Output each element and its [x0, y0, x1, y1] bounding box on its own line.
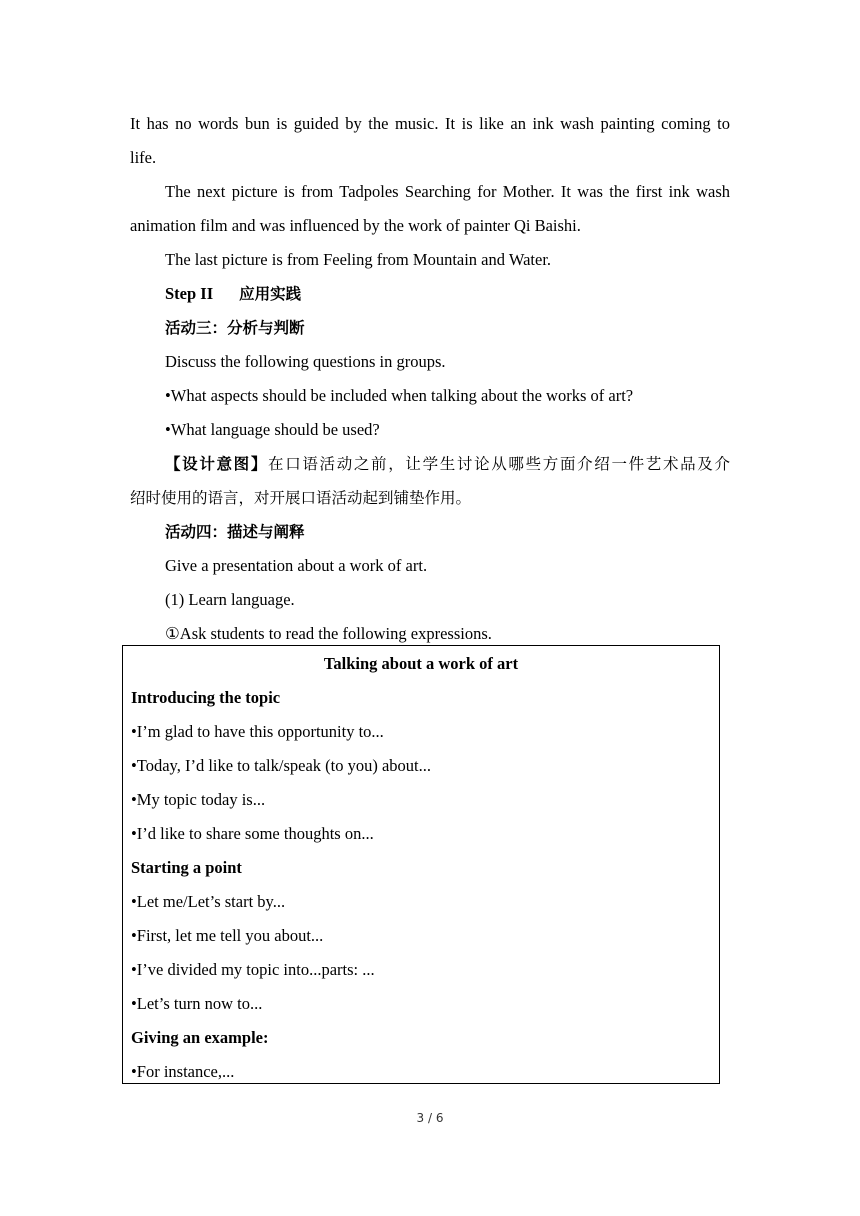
list-item: •Today, I’d like to talk/speak (to you) about... — [131, 756, 432, 775]
activity-3-question-1: •What aspects should be included when talking about the works of art? — [165, 386, 634, 405]
paragraph-1-line-2: life. — [130, 148, 157, 167]
list-item: •I’d like to share some thoughts on... — [131, 824, 374, 843]
activity-4-heading: 活动四：描述与阐释 — [165, 523, 305, 541]
section-heading-starting: Starting a point — [131, 858, 242, 877]
activity-4-instruction: Give a presentation about a work of art. — [165, 556, 428, 575]
list-item: •First, let me tell you about... — [131, 926, 324, 945]
activity-4-sub-step: (1) Learn language. — [165, 590, 295, 609]
list-item: •I’m glad to have this opportunity to... — [131, 722, 384, 741]
activity-3-instruction: Discuss the following questions in groups. — [165, 352, 446, 371]
list-item: •I’ve divided my topic into...parts: ... — [131, 960, 375, 979]
section-heading-introducing: Introducing the topic — [131, 688, 281, 707]
activity-4-task: ①Ask students to read the following expressions. — [165, 624, 492, 643]
list-item: •My topic today is... — [131, 790, 266, 809]
design-intent-text-1: 在口语活动之前，让学生讨论从哪些方面介绍一件艺术品及介 — [268, 455, 730, 473]
expressions-table — [122, 645, 720, 1084]
paragraph-2-line-1: The next picture is from Tadpoles Searching for Mother. It was the first ink wash — [165, 182, 730, 201]
paragraph-1-line-1: It has no words bun is guided by the music. It is like an ink wash painting coming to — [130, 114, 730, 133]
step-label: Step II — [165, 284, 214, 303]
list-item: •For instance,... — [131, 1062, 235, 1081]
section-heading-example: Giving an example: — [131, 1028, 269, 1047]
paragraph-2-line-2: animation film and was influenced by the work of painter Qi Baishi. — [130, 216, 581, 235]
expressions-table-content — [131, 647, 711, 1089]
lesson-body — [130, 107, 730, 651]
design-intent-line-2: 绍时使用的语言，对开展口语活动起到铺垫作用。 — [130, 489, 472, 507]
list-item: •Let’s turn now to... — [131, 994, 263, 1013]
step-heading — [130, 277, 730, 311]
activity-3-heading: 活动三：分析与判断 — [165, 319, 305, 337]
expressions-table-title: Talking about a work of art — [323, 654, 519, 673]
list-item: •Let me/Let’s start by... — [131, 892, 286, 911]
design-intent-line-1 — [130, 447, 730, 481]
activity-3-question-2: •What language should be used? — [165, 420, 380, 439]
step-title: 应用实践 — [239, 285, 302, 303]
paragraph-3: The last picture is from Feeling from Mountain and Water. — [165, 250, 552, 269]
design-intent-label: 【设计意图】 — [165, 455, 269, 473]
page-number: 3 / 6 — [416, 1111, 444, 1125]
